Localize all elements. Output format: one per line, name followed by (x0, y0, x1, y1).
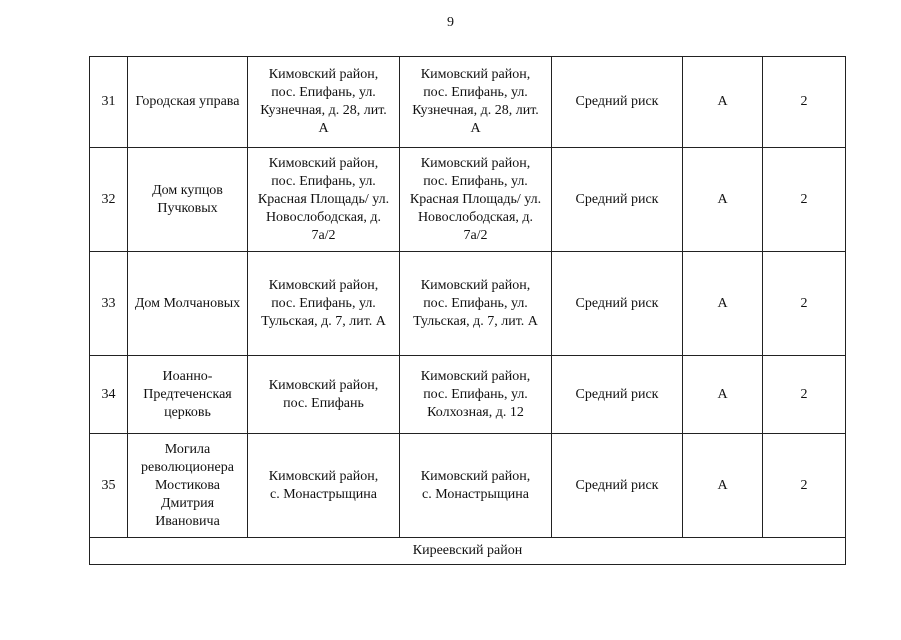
table-row (90, 434, 846, 538)
periodicity-cell: 2 (763, 434, 846, 538)
object-name-cell: Могила революционера Мостикова Дмитрия Ивановича (128, 434, 248, 538)
table-row (90, 57, 846, 148)
object-address-cell: Кимовский район, пос. Епифань, ул. Кузнечная, д. 28, лит. А (400, 57, 552, 148)
page-number: 9 (447, 15, 454, 30)
object-address-cell: Кимовский район, пос. Епифань, ул. Тульская, д. 7, лит. А (400, 252, 552, 356)
table-row (90, 252, 846, 356)
category-cell: А (683, 252, 763, 356)
object-name-cell: Иоанно- Предтеченская церковь (128, 356, 248, 434)
table-row (90, 356, 846, 434)
risk-level-cell: Средний риск (552, 356, 683, 434)
category-cell: А (683, 356, 763, 434)
object-location-cell: Кимовский район, пос. Епифань, ул. Кузнечная, д. 28, лит. А (248, 57, 400, 148)
risk-level-cell: Средний риск (552, 148, 683, 252)
object-location-cell: Кимовский район, пос. Епифань (248, 356, 400, 434)
object-location-cell: Кимовский район, пос. Епифань, ул. Красная Площадь/ ул. Новослободская, д. 7а/2 (248, 148, 400, 252)
row-number-cell: 32 (90, 148, 128, 252)
table-row (90, 148, 846, 252)
row-number-cell: 33 (90, 252, 128, 356)
object-address-cell: Кимовский район, пос. Епифань, ул. Колхозная, д. 12 (400, 356, 552, 434)
category-cell: А (683, 148, 763, 252)
category-cell: А (683, 434, 763, 538)
object-location-cell: Кимовский район, с. Монастрыщина (248, 434, 400, 538)
object-address-cell: Кимовский район, пос. Епифань, ул. Красная Площадь/ ул. Новослободская, д. 7а/2 (400, 148, 552, 252)
district-heading-row (90, 538, 846, 565)
object-location-cell: Кимовский район, пос. Епифань, ул. Тульская, д. 7, лит. А (248, 252, 400, 356)
object-name-cell: Дом купцов Пучковых (128, 148, 248, 252)
periodicity-cell: 2 (763, 252, 846, 356)
object-address-cell: Кимовский район, с. Монастрыщина (400, 434, 552, 538)
risk-level-cell: Средний риск (552, 252, 683, 356)
object-name-cell: Дом Молчановых (128, 252, 248, 356)
category-cell: А (683, 57, 763, 148)
periodicity-cell: 2 (763, 356, 846, 434)
heritage-objects-table (89, 56, 846, 565)
row-number-cell: 35 (90, 434, 128, 538)
risk-level-cell: Средний риск (552, 434, 683, 538)
periodicity-cell: 2 (763, 148, 846, 252)
risk-level-cell: Средний риск (552, 57, 683, 148)
district-heading: Киреевский район (90, 538, 846, 565)
object-name-cell: Городская управа (128, 57, 248, 148)
row-number-cell: 31 (90, 57, 128, 148)
row-number-cell: 34 (90, 356, 128, 434)
periodicity-cell: 2 (763, 57, 846, 148)
